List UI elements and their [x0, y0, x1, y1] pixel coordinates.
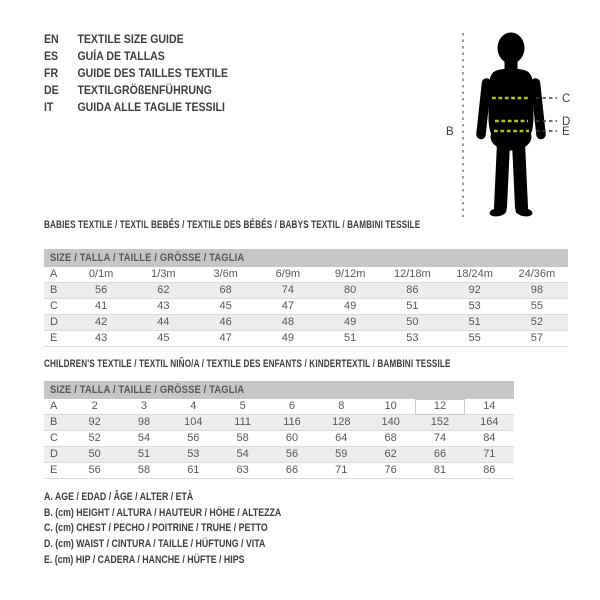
table-row — [44, 463, 514, 479]
value-cell: 71 — [317, 463, 366, 479]
chest-label: C — [562, 93, 571, 105]
value-cell: 116 — [267, 415, 316, 431]
value-cell: 52 — [70, 431, 119, 447]
table-row — [44, 299, 568, 315]
row-label-cell: C — [44, 299, 70, 315]
value-cell: 46 — [195, 315, 257, 331]
value-cell: 53 — [169, 447, 218, 463]
value-cell: 66 — [267, 463, 316, 479]
value-cell: 140 — [366, 415, 415, 431]
value-cell: 6/9m — [257, 267, 319, 283]
row-label-cell: A — [44, 399, 70, 415]
size-header-label: SIZE / TALLA / TAILLE / GRÖSSE / TAGLIA — [50, 252, 245, 264]
value-cell: 64 — [317, 431, 366, 447]
value-cell: 57 — [506, 331, 568, 347]
children-size-table — [44, 381, 514, 479]
row-label-cell: D — [44, 447, 70, 463]
value-cell: 43 — [132, 299, 194, 315]
value-cell: 74 — [415, 431, 464, 447]
language-text: GUÍA DE TALLAS — [77, 49, 165, 63]
babies-table — [44, 267, 568, 347]
value-cell: 8 — [317, 399, 366, 415]
value-cell: 41 — [70, 299, 132, 315]
row-label-cell: C — [44, 431, 70, 447]
value-cell: 44 — [132, 315, 194, 331]
value-cell: 62 — [366, 447, 415, 463]
size-legend — [44, 490, 341, 569]
child-silhouette-figure — [440, 12, 595, 227]
value-cell: 49 — [319, 299, 381, 315]
value-cell: 84 — [465, 431, 514, 447]
value-cell: 50 — [381, 315, 443, 331]
row-label-cell: D — [44, 315, 70, 331]
value-cell: 58 — [218, 431, 267, 447]
table-row — [44, 447, 514, 463]
table-row — [44, 315, 568, 331]
value-cell: 6 — [267, 399, 316, 415]
table-row — [44, 283, 568, 299]
value-cell: 42 — [70, 315, 132, 331]
value-cell: 98 — [506, 283, 568, 299]
legend-item: A. AGE / EDAD / ÂGE / ALTER / ETÀ — [44, 491, 194, 503]
value-cell: 47 — [257, 299, 319, 315]
value-cell: 56 — [267, 447, 316, 463]
value-cell: 51 — [319, 331, 381, 347]
value-cell: 14 — [465, 399, 514, 415]
value-cell: 54 — [218, 447, 267, 463]
legend-item: C. (cm) CHEST / PECHO / POITRINE / TRUHE / PETTO — [44, 522, 268, 535]
language-code: EN — [44, 32, 59, 46]
babies-section-title: BABIES TEXTILE / TEXTIL BEBÉS / TEXTILE DES BÉBÉS / BABYS TEXTIL / BAMBINI TESSILE — [44, 219, 421, 231]
language-text: GUIDE DES TAILLES TEXTILE — [77, 66, 229, 80]
language-row — [44, 31, 228, 48]
value-cell: 51 — [119, 447, 168, 463]
row-label-cell: E — [44, 331, 70, 347]
size-header-bar — [44, 381, 514, 399]
value-cell: 62 — [132, 283, 194, 299]
table-row — [44, 415, 514, 431]
height-measure-line — [446, 33, 463, 217]
value-cell: 61 — [169, 463, 218, 479]
table-row — [44, 331, 568, 347]
value-cell: 80 — [319, 283, 381, 299]
value-cell: 59 — [317, 447, 366, 463]
language-row — [44, 99, 228, 116]
value-cell: 0/1m — [70, 267, 132, 283]
language-text: TEXTILGRÖßENFÜHRUNG — [77, 83, 212, 97]
value-cell: 60 — [267, 431, 316, 447]
value-cell: 18/24m — [444, 267, 506, 283]
legend-item: B. (cm) HEIGHT / ALTURA / HAUTEUR / HÖHE / ALTEZZA — [44, 506, 282, 519]
value-cell: 98 — [119, 415, 168, 431]
language-code: DE — [44, 83, 59, 97]
value-cell: 51 — [381, 299, 443, 315]
value-cell: 43 — [70, 331, 132, 347]
value-cell: 12/18m — [381, 267, 443, 283]
value-cell: 54 — [119, 431, 168, 447]
language-row — [44, 48, 228, 65]
language-row — [44, 65, 228, 82]
value-cell: 164 — [465, 415, 514, 431]
value-cell: 12 — [415, 399, 464, 415]
language-row — [44, 82, 228, 99]
size-header-bar — [44, 249, 568, 267]
value-cell: 45 — [132, 331, 194, 347]
value-cell: 9/12m — [319, 267, 381, 283]
value-cell: 76 — [366, 463, 415, 479]
value-cell: 55 — [506, 299, 568, 315]
value-cell: 51 — [444, 315, 506, 331]
value-cell: 49 — [319, 315, 381, 331]
hip-label: E — [562, 126, 570, 138]
value-cell: 24/36m — [506, 267, 568, 283]
value-cell: 128 — [317, 415, 366, 431]
language-code: FR — [44, 66, 59, 80]
value-cell: 68 — [366, 431, 415, 447]
value-cell: 81 — [415, 463, 464, 479]
value-cell: 71 — [465, 447, 514, 463]
value-cell: 68 — [195, 283, 257, 299]
value-cell: 3/6m — [195, 267, 257, 283]
value-cell: 49 — [257, 331, 319, 347]
value-cell: 56 — [70, 283, 132, 299]
value-cell: 2 — [70, 399, 119, 415]
value-cell: 52 — [506, 315, 568, 331]
language-code: IT — [44, 100, 54, 114]
row-label-cell: B — [44, 283, 70, 299]
waist-label: D — [562, 116, 571, 128]
child-silhouette — [481, 33, 541, 218]
value-cell: 47 — [195, 331, 257, 347]
value-cell: 152 — [415, 415, 464, 431]
language-text: TEXTILE SIZE GUIDE — [77, 32, 184, 46]
value-cell: 92 — [70, 415, 119, 431]
value-cell: 104 — [169, 415, 218, 431]
value-cell: 4 — [169, 399, 218, 415]
value-cell: 86 — [381, 283, 443, 299]
value-cell: 48 — [257, 315, 319, 331]
value-cell: 5 — [218, 399, 267, 415]
legend-item: D. (cm) WAIST / CINTURA / TAILLE / HÜFTUNG / VITA — [44, 538, 266, 551]
value-cell: 50 — [70, 447, 119, 463]
value-cell: 63 — [218, 463, 267, 479]
value-cell: 56 — [169, 431, 218, 447]
babies-size-table — [44, 249, 568, 347]
row-label-cell: B — [44, 415, 70, 431]
table-row — [44, 399, 514, 415]
value-cell: 53 — [444, 299, 506, 315]
value-cell: 3 — [119, 399, 168, 415]
height-label: B — [446, 126, 454, 138]
value-cell: 92 — [444, 283, 506, 299]
value-cell: 56 — [70, 463, 119, 479]
language-code: ES — [44, 49, 59, 63]
value-cell: 111 — [218, 415, 267, 431]
value-cell: 86 — [465, 463, 514, 479]
value-cell: 58 — [119, 463, 168, 479]
language-list — [44, 31, 253, 116]
table-row — [44, 431, 514, 447]
legend-item: E. (cm) HIP / CADERA / HANCHE / HÜFTE / HIPS — [44, 553, 245, 566]
children-section-title: CHILDREN'S TEXTILE / TEXTIL NIÑO/A / TEXTILE DES ENFANTS / KINDERTEXTIL / BAMBINI TESSILE — [44, 358, 451, 370]
value-cell: 74 — [257, 283, 319, 299]
table-row — [44, 267, 568, 283]
value-cell: 10 — [366, 399, 415, 415]
language-text: GUIDA ALLE TAGLIE TESSILI — [77, 100, 225, 114]
value-cell: 53 — [381, 331, 443, 347]
value-cell: 1/3m — [132, 267, 194, 283]
value-cell: 66 — [415, 447, 464, 463]
value-cell: 55 — [444, 331, 506, 347]
row-label-cell: E — [44, 463, 70, 479]
size-header-label: SIZE / TALLA / TAILLE / GRÖSSE / TAGLIA — [50, 384, 245, 396]
children-table — [44, 399, 514, 479]
row-label-cell: A — [44, 267, 70, 283]
value-cell: 45 — [195, 299, 257, 315]
